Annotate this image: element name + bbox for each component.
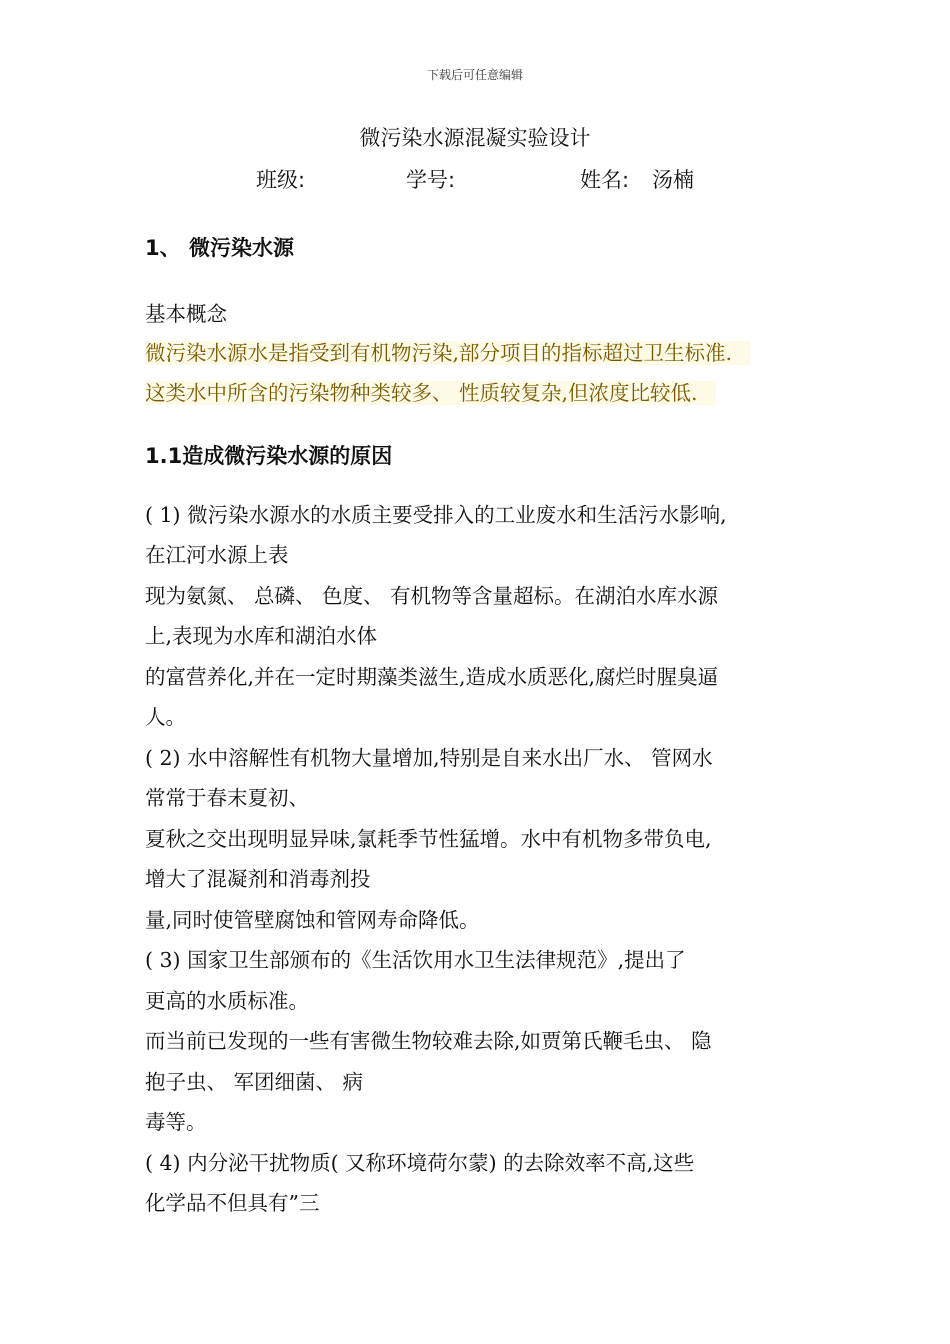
paragraph-line: 人。	[145, 705, 186, 729]
paragraph-line: ( 1) 微污染水源水的水质主要受排入的工业废水和生活污水影响,	[145, 503, 727, 527]
paragraph-line: 上,表现为水库和湖泊水体	[145, 624, 378, 648]
concept-highlight-line-1	[145, 333, 750, 373]
concept-label: 基本概念	[145, 302, 227, 326]
paragraph-line: 毒等。	[145, 1110, 207, 1134]
class-label: 班级:	[256, 168, 306, 192]
paragraph-line: 现为氨氮、 总磷、 色度、 有机物等含量超标。在湖泊水库水源	[145, 584, 719, 608]
paragraph-line: ( 2) 水中溶解性有机物大量增加,特别是自来水出厂水、 管网水	[145, 746, 713, 770]
student-id-label: 学号:	[406, 168, 456, 192]
section-heading-1	[145, 232, 294, 262]
highlighted-text: 这类水中所含的污染物种类较多、 性质较复杂,但浓度比较低.	[145, 381, 716, 405]
section-number: 1、	[145, 236, 181, 260]
name-label: 姓名:	[580, 168, 630, 192]
paragraph-line: ( 3) 国家卫生部颁布的《生活饮用水卫生法律规范》,提出了	[145, 948, 686, 972]
paragraph-line: 增大了混凝剂和消毒剂投	[145, 867, 371, 891]
paragraph-line: 量,同时使管壁腐蚀和管网寿命降低。	[145, 908, 480, 932]
paragraph-line: 而当前已发现的一些有害微生物较难去除,如贾第氏鞭毛虫、 隐	[145, 1029, 712, 1053]
paragraph-line: 常常于春末夏初、	[145, 786, 309, 810]
paragraph-line: 的富营养化,并在一定时期藻类滋生,造成水质恶化,腐烂时腥臭逼	[145, 665, 719, 689]
paragraph-line: 化学品不但具有”三	[145, 1191, 320, 1215]
section-title: 微污染水源	[189, 236, 294, 260]
paragraph-line: ( 4) 内分泌干扰物质( 又称环境荷尔蒙) 的去除效率不高,这些	[145, 1151, 695, 1175]
paragraph-line: 夏秋之交出现明显异味,氯耗季节性猛增。水中有机物多带负电,	[145, 827, 712, 851]
subsection-heading-1-1: 1.1造成微污染水源的原因	[145, 444, 393, 468]
concept-highlight-line-2	[145, 373, 716, 413]
page-header-note: 下载后可任意编辑	[426, 68, 523, 82]
highlighted-text: 微污染水源水是指受到有机物污染,部分项目的指标超过卫生标准.	[145, 341, 750, 365]
name-value: 汤楠	[652, 168, 694, 192]
document-title: 微污染水源混凝实验设计	[359, 126, 591, 150]
paragraph-line: 抱子虫、 军团细菌、 病	[145, 1070, 364, 1094]
paragraph-line: 更高的水质标准。	[145, 989, 309, 1013]
paragraph-line: 在江河水源上表	[145, 543, 289, 567]
